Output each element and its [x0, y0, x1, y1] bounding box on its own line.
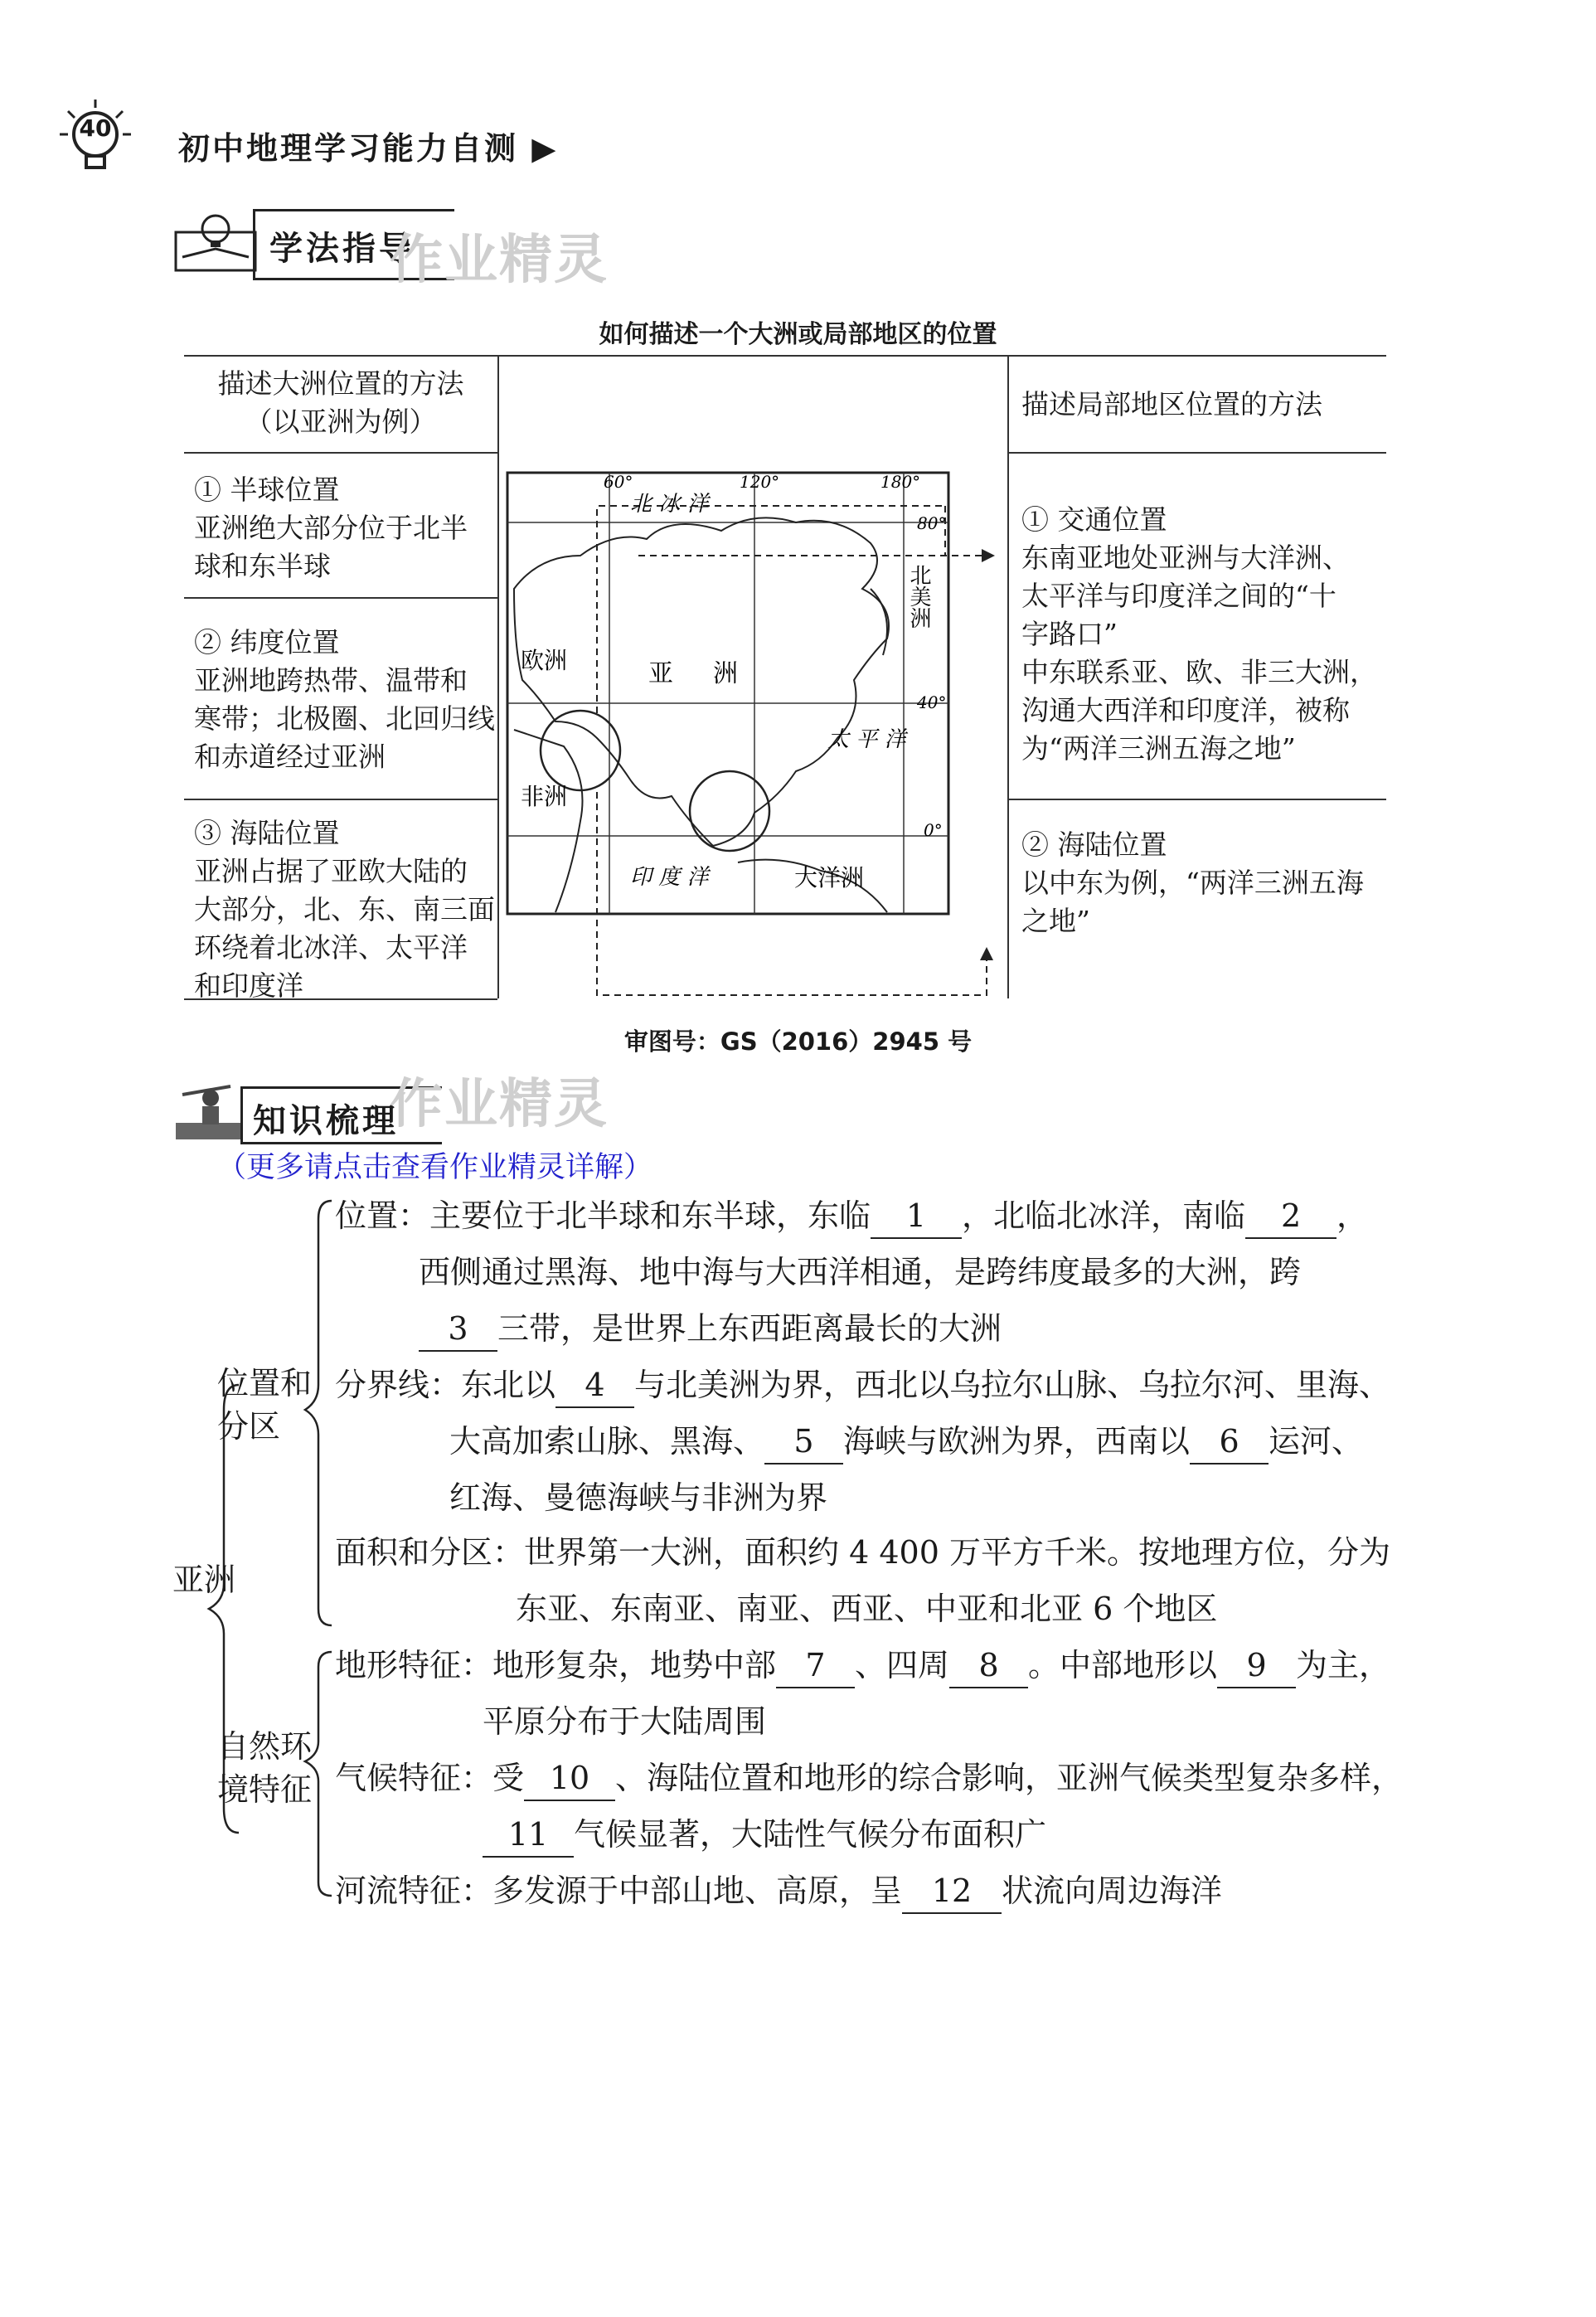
- group1-label: 位置和 分区: [217, 1365, 313, 1445]
- blank-11[interactable]: 11: [483, 1813, 574, 1858]
- lon-120-label: 120°: [740, 472, 780, 492]
- map-caption: 审图号：GS（2016）2945 号: [623, 1027, 973, 1056]
- table-top-rule: [184, 355, 1386, 357]
- blank-12[interactable]: 12: [902, 1869, 1002, 1914]
- blank-5[interactable]: 5: [764, 1420, 843, 1465]
- blank-7[interactable]: 7: [776, 1644, 855, 1688]
- rule: [184, 452, 497, 454]
- europe-label: 欧洲: [521, 647, 568, 674]
- rule: [1007, 799, 1386, 800]
- lon-180-label: 180°: [880, 472, 921, 492]
- book-title: 初中地理学习能力自测 ▶: [178, 130, 559, 167]
- section-title-knowledge: 知识梳理: [253, 1102, 399, 1140]
- blank-2[interactable]: 2: [1245, 1194, 1336, 1239]
- tree-braces: [199, 1194, 332, 1924]
- oceania-label: 大洋洲: [794, 864, 865, 891]
- asia-map: [506, 464, 1003, 1003]
- blank-9[interactable]: 9: [1217, 1644, 1296, 1688]
- table-title: 如何描述一个大洲或局部地区的位置: [599, 320, 997, 349]
- watermark: 作业精灵: [390, 1074, 609, 1135]
- section-title-guide: 学法指导: [269, 230, 415, 268]
- terrain-line-2: 平原分布于大陆周围: [483, 1703, 767, 1740]
- right-header: 描述局部地区位置的方法: [1021, 388, 1322, 420]
- lat-0-label: 0°: [924, 820, 943, 840]
- watermark: 作业精灵: [390, 230, 609, 291]
- boundary-line-3: 红海、曼德海峡与非洲为界: [449, 1479, 828, 1516]
- area-line-2: 东亚、东南亚、南亚、西亚、中亚和北亚 6 个地区: [516, 1591, 1218, 1627]
- left-header: 描述大洲位置的方法 （以亚洲为例）: [217, 367, 464, 438]
- asia-label-2: 洲: [713, 659, 738, 688]
- rule: [1007, 355, 1009, 998]
- left-row-hemisphere: ① 半球位置 亚洲绝大部分位于北半 球和东半球: [194, 474, 468, 582]
- climate-line-2: 11 气候显著，大陆性气候分布面积广: [483, 1813, 1046, 1858]
- position-line-1: 位置：主要位于北半球和东半球，东临 1 ，北临北冰洋，南临 2 ，: [335, 1194, 1368, 1239]
- lat-40-label: 40°: [917, 692, 947, 712]
- rule: [184, 799, 497, 800]
- blank-4[interactable]: 4: [555, 1363, 634, 1408]
- area-line-1: 面积和分区：世界第一大洲，面积约 4 400 万平方千米。按地理方位，分为: [335, 1534, 1390, 1571]
- rule: [184, 597, 497, 599]
- asia-label-1: 亚: [648, 659, 673, 688]
- boundary-line-2: 大高加索山脉、黑海、 5 海峡与欧洲为界，西南以 6 运河、: [449, 1420, 1363, 1465]
- position-line-2: 西侧通过黑海、地中海与大西洋相通，是跨纬度最多的大洲，跨: [419, 1254, 1302, 1290]
- right-row-transport: ① 交通位置 东南亚地处亚洲与大洋洲、 太平洋与印度洋之间的“十 字路口” 中东联系亚、欧、非三大洲， 沟通大西洋和印度洋，被称 为“两洋三洲五海之地”: [1021, 503, 1377, 765]
- book-bulb-icon: [174, 207, 257, 274]
- pacific-label: 太 平 洋: [827, 727, 906, 752]
- rule: [1007, 452, 1386, 454]
- arctic-label: 北 冰 洋: [630, 492, 709, 517]
- climate-line-1: 气候特征：受 10 、海陆位置和地形的综合影响，亚洲气候类型复杂多样，: [335, 1756, 1403, 1801]
- details-link[interactable]: （更多请点击查看作业精灵详解）: [217, 1151, 653, 1184]
- root-label: 亚洲: [172, 1562, 236, 1598]
- africa-label: 非洲: [521, 783, 568, 810]
- blank-10[interactable]: 10: [524, 1756, 615, 1801]
- left-row-latitude: ② 纬度位置 亚洲地跨热带、温带和 寒带；北极圈、北回归线 和赤道经过亚洲: [194, 626, 495, 773]
- rule: [497, 355, 499, 998]
- indian-ocean-label: 印 度 洋: [630, 865, 709, 890]
- group2-label: 自然环 境特征: [217, 1728, 313, 1808]
- blank-3[interactable]: 3: [419, 1307, 497, 1352]
- blank-6[interactable]: 6: [1190, 1420, 1269, 1465]
- position-line-3: 3 三带，是世界上东西距离最长的大洲: [419, 1307, 1002, 1352]
- boundary-line-1: 分界线：东北以 4 与北美洲为界，西北以乌拉尔山脉、乌拉尔河、里海、: [335, 1363, 1390, 1408]
- lat-80-label: 80°: [917, 513, 947, 533]
- page-number: 40: [79, 114, 112, 142]
- arrow-icon: ▶: [518, 130, 559, 167]
- blank-1[interactable]: 1: [871, 1194, 962, 1239]
- lon-60-label: 60°: [604, 472, 633, 492]
- blank-8[interactable]: 8: [949, 1644, 1028, 1688]
- right-row-land-sea: ② 海陆位置 以中东为例，“两洋三洲五海 之地”: [1021, 828, 1364, 937]
- river-line-1: 河流特征：多发源于中部山地、高原，呈 12 状流向周边海洋: [335, 1869, 1222, 1914]
- north-america-label: 北美洲: [906, 564, 931, 629]
- reading-person-icon: [172, 1078, 247, 1144]
- left-row-land-sea: ③ 海陆位置 亚洲占据了亚欧大陆的 大部分，北、东、南三面 环绕着北冰洋、太平洋 和印度洋: [194, 817, 495, 1002]
- terrain-line-1: 地形特征：地形复杂，地势中部 7 、四周 8 。中部地形以 9 为主，: [335, 1644, 1390, 1688]
